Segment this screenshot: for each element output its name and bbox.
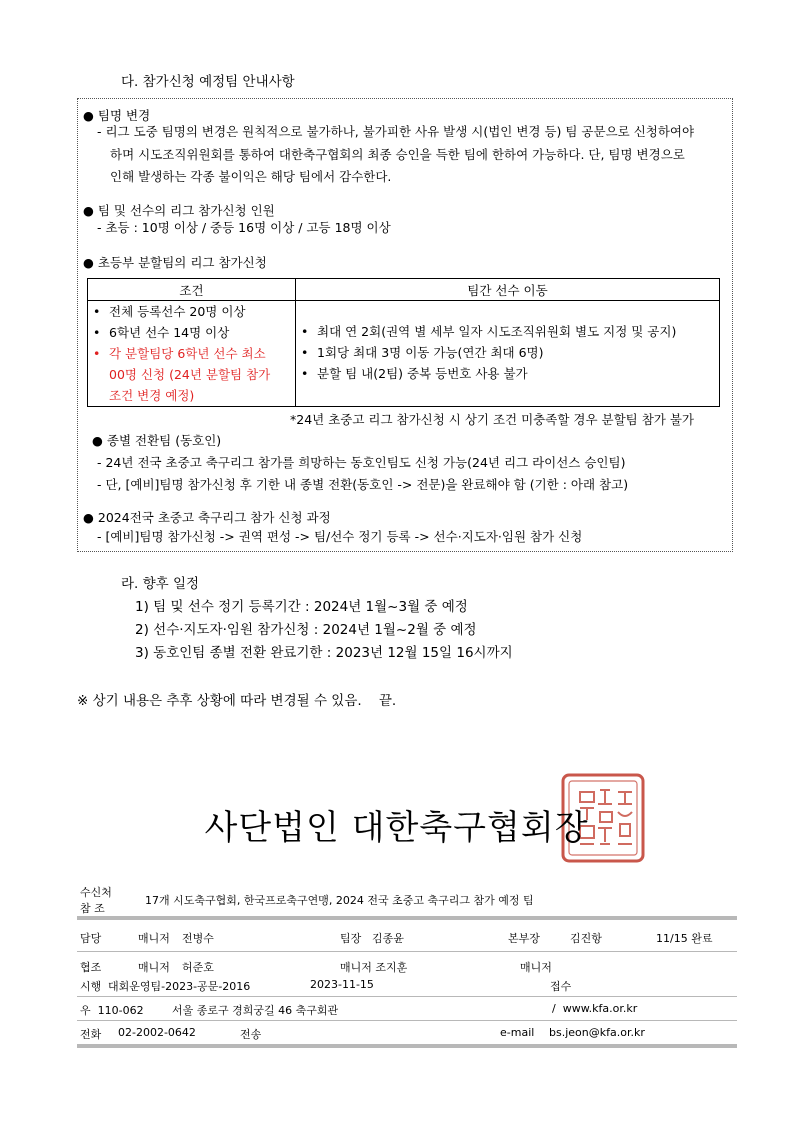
enforcement-date: 2023-11-15 [310,978,374,991]
coop-name1: 허준호 [182,961,214,974]
coop-role3: 매니저 [520,961,552,974]
receipt-label: 접수 [550,980,572,993]
staff-role2: 팀장 [340,932,362,945]
staff-name1: 전병수 [182,932,214,945]
footer-rule [77,1020,737,1021]
cooperation-label: 협조 [80,961,102,974]
fax-label: 전송 [240,1028,262,1041]
schedule-item-2: 2) 선수·지도자·임원 참가신청 : 2024년 1월~2월 중 예정 [135,622,477,638]
split-team-table [87,278,720,407]
phone-label: 전화 [80,1028,102,1041]
coop-role2: 매니저 조지훈 [340,961,408,974]
enforcement-label: 시행 [80,980,102,993]
footer-rule-top [77,916,737,920]
team-name-change-heading: ● 팀명 변경 [83,108,151,123]
condition-item: • 전체 등록선수 20명 이상 [88,301,295,322]
staff-name2: 김종윤 [372,932,404,945]
split-team-note: *24년 초중고 리그 참가신청 시 상기 조건 미충족할 경우 분할팀 참가 불가 [290,412,694,427]
transfers-cell [296,301,720,407]
team-name-change-line3: 인해 발생하는 각종 불이익은 해당 팀에서 감수한다. [110,169,392,184]
footer-rule [77,951,737,952]
schedule-item-1: 1) 팀 및 선수 정기 등록기간 : 2024년 1월~3월 중 예정 [135,599,468,615]
organization-name: 사단법인 대한축구협회장 [204,808,589,848]
staff-role3: 본부장 [508,932,540,945]
roster-heading: ● 팀 및 선수의 리그 참가신청 인원 [83,203,275,218]
staff-role1: 매니저 [138,932,170,945]
email-label: e-mail [500,1026,535,1039]
red-condition-line1: 각 분할팀당 6학년 선수 최소 [109,346,266,361]
recipient-label: 수신처 [80,886,112,899]
phone-number: 02-2002-0642 [118,1026,196,1039]
staff-label: 담당 [80,932,102,945]
club-conversion-line1: - 24년 전국 초중고 축구리그 참가를 희망하는 동호인팀도 신청 가능(24년 리그 라이선스 승인팀) [97,455,626,470]
team-name-change-line2: 하며 시도조직위원회를 통하여 대한축구협회의 최종 승인을 득한 팀에 한하여 가능하다. 단, 팀명 변경으로 [110,147,685,162]
table-header-condition: 조건 [88,279,296,301]
process-heading: ● 2024전국 초중고 축구리그 참가 신청 과정 [83,510,331,525]
process-line1: - [예비]팀명 참가신청 -> 권역 편성 -> 팀/선수 정기 등록 -> 선수·지도자·임원 참가 신청 [97,529,583,544]
club-conversion-heading: ● 종별 전환팀 (동호인) [92,433,222,448]
transfer-item: • 1회당 최대 3명 이동 가능(연간 최대 6명) [296,342,719,363]
team-name-change-line1: - 리그 도중 팀명의 변경은 원칙적으로 불가하나, 불가피한 사유 발생 시(법인 변경 등) 팀 공문으로 신청하여야 [97,124,695,139]
club-conversion-line2: - 단, [예비]팀명 참가신청 후 기한 내 종별 전환(동호인 -> 전문)을 완료해야 함 (기한 : 아래 참고) [97,477,629,492]
footer-rule [77,996,737,997]
section-c-title: 다. 참가신청 예정팀 안내사항 [121,74,295,90]
condition-item-red [88,343,295,406]
postal-code: 우 110-062 [80,1004,144,1017]
closing-note: ※ 상기 내용은 추후 상황에 따라 변경될 수 있음. 끝. [77,693,397,709]
red-condition-line3: 조건 변경 예정) [109,388,195,403]
split-team-heading: ● 초등부 분할팀의 리그 참가신청 [83,255,267,270]
recipient-value: 17개 시도축구협회, 한국프로축구연맹, 2024 전국 초중고 축구리그 참가 예정 팀 [145,894,534,907]
document-number: 대회운영팀-2023-공문-2016 [108,980,251,993]
section-d-title: 라. 향후 일정 [121,576,200,592]
coop-role1: 매니저 [138,961,170,974]
red-condition-line2: 00명 신청 (24년 분할팀 참가 [109,367,271,382]
staff-name3: 김진항 [570,932,602,945]
approval-status: 11/15 완료 [656,932,713,945]
roster-line1: - 초등 : 10명 이상 / 중등 16명 이상 / 고등 18명 이상 [97,220,391,235]
schedule-item-3: 3) 동호인팀 종별 전환 완료기한 : 2023년 12월 15일 16시까지 [135,645,513,661]
conditions-cell [88,301,296,407]
address: 서울 종로구 경희궁길 46 축구회관 [172,1004,339,1017]
table-header-transfer: 팀간 선수 이동 [296,279,720,301]
reference-label: 참 조 [80,902,105,915]
transfer-item: • 분할 팀 내(2팀) 중복 등번호 사용 불가 [296,363,719,384]
email-link[interactable]: bs.jeon@kfa.or.kr [549,1026,645,1039]
website-link[interactable]: / www.kfa.or.kr [552,1002,638,1015]
footer-rule-bottom [77,1044,737,1048]
condition-item: • 6학년 선수 14명 이상 [88,322,295,343]
transfer-item: • 최대 연 2회(권역 별 세부 일자 시도조직위원회 별도 지정 및 공지) [296,321,719,342]
